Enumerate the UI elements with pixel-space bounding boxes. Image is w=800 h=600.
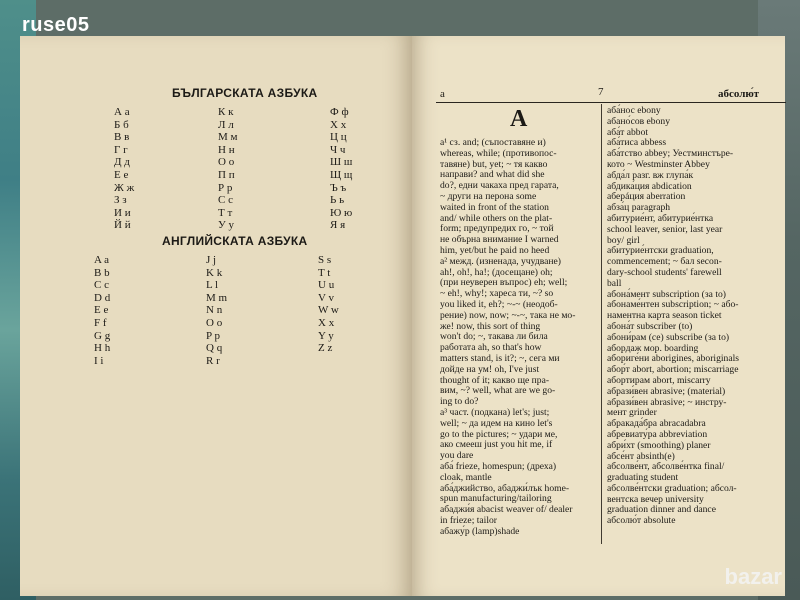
- dictionary-line: and/ while others on the plat-: [440, 212, 553, 224]
- alphabet-letter-pair: B b: [94, 266, 110, 279]
- bulgarian-alphabet-column-3: [330, 106, 352, 232]
- dictionary-line: не обърна внимание I warned: [440, 234, 559, 246]
- dictionary-line: абсе́нт absinth(e): [607, 450, 675, 462]
- alphabet-letter-pair: D d: [94, 291, 111, 304]
- dictionary-line: абда́л разг. вж глупа́к: [607, 169, 694, 181]
- dictionary-line: (при неуверен въпрос) eh; well;: [440, 277, 568, 289]
- dictionary-line: абри́хт (smoothing) planer: [607, 439, 711, 451]
- dictionary-line: in frieze; tailor: [440, 514, 498, 526]
- dictionary-line: абаджи́я abacist weaver of/ dealer: [440, 504, 573, 516]
- dictionary-line: school leaver, senior, last year: [607, 223, 723, 235]
- dictionary-line: аберáция aberration: [607, 191, 686, 203]
- english-alphabet-column-3: [318, 254, 339, 355]
- running-head-end: абсолю́т: [718, 88, 760, 100]
- column-divider: [601, 104, 602, 544]
- dictionary-line: thought of it; какво ще пра-: [440, 374, 550, 386]
- alphabet-letter-pair: N n: [206, 304, 223, 317]
- alphabet-letter-pair: Щ щ: [330, 168, 353, 181]
- bulgarian-alphabet-title: БЪЛГАРСКАТА АЗБУКА: [172, 86, 318, 100]
- dictionary-column-2: [607, 106, 785, 527]
- dictionary-line: абордаж мор. boarding: [607, 342, 699, 354]
- alphabet-letter-pair: В в: [114, 131, 130, 144]
- dictionary-line: аба́тиса abbess: [607, 137, 667, 149]
- dictionary-column-1: [440, 138, 598, 537]
- alphabet-letter-pair: I i: [94, 354, 104, 367]
- dictionary-line: абревиату́ра abbreviation: [607, 428, 708, 440]
- dictionary-line: абориге́ни aborigines, aboriginals: [607, 353, 739, 365]
- dictionary-line: spun manufacturing/tailoring: [440, 493, 552, 505]
- alphabet-letter-pair: G g: [94, 329, 111, 342]
- dictionary-line: won't do; ~, такава ли била: [440, 331, 548, 343]
- dictionary-line: а³ част. (подкана) let's; just;: [440, 406, 550, 418]
- dictionary-line: абортирам abort, miscarry: [607, 374, 711, 386]
- alphabet-letter-pair: O o: [206, 316, 223, 329]
- alphabet-letter-pair: H h: [94, 342, 111, 355]
- dictionary-line: абонаме́нтен subscription; ~ або-: [607, 299, 739, 311]
- alphabet-letter-pair: Я я: [330, 219, 346, 232]
- dictionary-line: аба́т abbot: [607, 126, 649, 138]
- dictionary-line: вентска вечер university: [607, 493, 704, 505]
- alphabet-letter-pair: L l: [206, 279, 219, 292]
- alphabet-letter-pair: П п: [218, 168, 235, 181]
- alphabet-letter-pair: Y y: [318, 329, 334, 342]
- alphabet-letter-pair: Ф ф: [330, 106, 349, 118]
- page-number: 7: [598, 86, 604, 98]
- dictionary-line: абрази́вен abrasive; ~ инстру-: [607, 396, 727, 408]
- alphabet-letter-pair: Ь ь: [330, 194, 345, 207]
- alphabet-letter-pair: M m: [206, 291, 228, 304]
- alphabet-letter-pair: Г г: [114, 143, 128, 156]
- alphabet-letter-pair: J j: [206, 254, 217, 266]
- dictionary-line: абона́т subscriber (to): [607, 320, 693, 332]
- dictionary-line: graduating student: [607, 472, 679, 484]
- alphabet-letter-pair: W w: [318, 304, 339, 317]
- alphabet-letter-pair: М м: [218, 131, 238, 144]
- alphabet-letter-pair: E e: [94, 304, 109, 317]
- dictionary-line: же! now, this sort of thing: [440, 320, 541, 332]
- dictionary-line: абона́мент subscription (за to): [607, 288, 726, 300]
- alphabet-letter-pair: A a: [94, 254, 109, 266]
- dictionary-line: направи? and what did she: [440, 169, 545, 181]
- alphabet-letter-pair: Й й: [114, 219, 131, 232]
- alphabet-letter-pair: С с: [218, 194, 233, 207]
- dictionary-line: рение) now, now; ~-~, така не мо-: [440, 309, 576, 321]
- alphabet-letter-pair: Ъ ъ: [330, 181, 347, 194]
- dictionary-line: абажу́р (lamp)shade: [440, 525, 520, 537]
- dictionary-line: ball: [607, 277, 622, 289]
- dictionary-line: наментна карта season ticket: [607, 310, 722, 322]
- dictionary-line: ~ други на перона some: [440, 190, 537, 202]
- dictionary-line: cloak, mantle: [440, 471, 492, 483]
- dictionary-line: dary-school students' farewell: [607, 266, 722, 278]
- alphabet-letter-pair: Ц ц: [330, 131, 347, 144]
- dictionary-line: form; предупредих го, ~ той: [440, 223, 554, 235]
- alphabet-letter-pair: U u: [318, 279, 335, 292]
- dictionary-line: ah!, oh!, ha!; (досещане) oh;: [440, 266, 553, 278]
- dictionary-line: дойде на ум! oh, I've just: [440, 363, 540, 375]
- bulgarian-alphabet-column-2: [218, 106, 238, 232]
- alphabet-letter-pair: Ш ш: [330, 156, 353, 169]
- bulgarian-alphabet-column-1: [114, 106, 134, 232]
- dictionary-line: абсолве́нтски graduation; абсол-: [607, 482, 737, 494]
- alphabet-letter-pair: Д д: [114, 156, 130, 169]
- dictionary-line: абсолве́нт, абсолве́нтка final/: [607, 461, 725, 473]
- alphabet-letter-pair: О о: [218, 156, 235, 169]
- dictionary-line: graduation dinner and dance: [607, 504, 716, 516]
- dictionary-line: а² межд. (изненада, учудване): [440, 255, 561, 267]
- watermark-logo: ruse05: [22, 14, 90, 36]
- alphabet-letter-pair: C c: [94, 279, 109, 292]
- dictionary-line: абрази́вен abrasive; (material): [607, 385, 726, 397]
- dictionary-line: ing to do?: [440, 396, 479, 408]
- alphabet-letter-pair: Н н: [218, 143, 235, 156]
- dictionary-line: абдика́ция abdication: [607, 180, 692, 192]
- alphabet-letter-pair: Ж ж: [114, 181, 135, 194]
- alphabet-letter-pair: P p: [206, 329, 220, 342]
- watermark-bottom-logo: bazar: [724, 564, 782, 589]
- dictionary-line: абза́ц paragraph: [607, 202, 671, 214]
- dictionary-line: абсолю́т absolute: [607, 515, 676, 527]
- dictionary-line: а¹ сз. and; (съпоставяне и): [440, 137, 546, 148]
- dictionary-line: абракада́бра abracadabra: [607, 418, 706, 430]
- dictionary-line: commencement; ~ бал secon-: [607, 256, 722, 268]
- english-alphabet-column-2: [206, 254, 227, 367]
- dictionary-line: you dare: [440, 450, 474, 462]
- alphabet-letter-pair: K k: [206, 266, 223, 279]
- alphabet-letter-pair: Б б: [114, 118, 129, 131]
- dictionary-line: him, yet/but he paid no heed: [440, 244, 550, 256]
- alphabet-letter-pair: Р р: [218, 181, 233, 194]
- dictionary-line: аба́тство abbey; Уестминстъре-: [607, 148, 734, 160]
- dictionary-line: whereas, while; (противопос-: [440, 147, 557, 159]
- dictionary-line: работата ah, so that's how: [440, 342, 542, 354]
- dictionary-line: кото ~ Westminster Abbey: [607, 158, 710, 170]
- alphabet-letter-pair: И и: [114, 206, 131, 219]
- section-letter: А: [510, 106, 528, 132]
- dictionary-line: ако смееш just you hit me, if: [440, 439, 553, 451]
- dictionary-line: well; ~ да идем на кино let's: [440, 417, 553, 429]
- dictionary-line: you liked it, eh?; ~-~ (неодоб-: [440, 298, 558, 310]
- alphabet-letter-pair: Е е: [114, 168, 129, 181]
- english-alphabet-title: АНГЛИЙСКАТА АЗБУКА: [162, 234, 308, 248]
- dictionary-line: ~ eh!, why!; хареса ти, ~? so: [440, 288, 554, 300]
- alphabet-letter-pair: Ю ю: [330, 206, 353, 219]
- dictionary-line: аба́ frieze, homespun; (дреха): [440, 460, 557, 472]
- alphabet-letter-pair: Х х: [330, 118, 347, 131]
- running-head-start: а: [440, 88, 445, 100]
- alphabet-letter-pair: X x: [318, 316, 335, 329]
- dictionary-line: аба́нос ebony: [607, 105, 661, 116]
- alphabet-letter-pair: З з: [114, 194, 127, 207]
- dictionary-line: абитурие́нт, абитурие́нтка: [607, 212, 714, 224]
- alphabet-letter-pair: Л л: [218, 118, 234, 131]
- alphabet-letter-pair: Ч ч: [330, 143, 346, 156]
- dictionary-line: вим, ~? well, what are we go-: [440, 385, 556, 397]
- header-rule: [436, 102, 786, 103]
- alphabet-letter-pair: T t: [318, 266, 331, 279]
- dictionary-line: waited in front of the station: [440, 201, 549, 213]
- alphabet-letter-pair: Z z: [318, 342, 333, 355]
- alphabet-letter-pair: V v: [318, 291, 334, 304]
- dictionary-line: тавяне) but, yet; ~ тя какво: [440, 158, 548, 170]
- dictionary-line: аба́джийство, абаджи́лък home-: [440, 482, 570, 494]
- dictionary-line: абитурие́нтски graduation,: [607, 245, 714, 257]
- alphabet-letter-pair: R r: [206, 354, 220, 367]
- dictionary-line: мент grinder: [607, 407, 657, 419]
- dictionary-line: абано́сов ebony: [607, 115, 670, 127]
- alphabet-letter-pair: Q q: [206, 342, 223, 355]
- dictionary-line: go to the pictures; ~ удари ме,: [440, 428, 558, 440]
- dictionary-line: абони́рам (се) subscribe (за to): [607, 331, 730, 343]
- alphabet-letter-pair: Т т: [218, 206, 233, 219]
- dictionary-line: абор́т abort, abortion; miscarriage: [607, 364, 739, 376]
- dictionary-line: matters stand, is it?; ~, сега ми: [440, 352, 560, 364]
- alphabet-letter-pair: А а: [114, 106, 130, 118]
- english-alphabet-column-1: [94, 254, 110, 367]
- alphabet-letter-pair: К к: [218, 106, 234, 118]
- dictionary-line: do?, едни чакаха пред гарата,: [440, 180, 559, 192]
- alphabet-letter-pair: У у: [218, 219, 235, 232]
- alphabet-letter-pair: F f: [94, 316, 107, 329]
- alphabet-letter-pair: S s: [318, 254, 332, 266]
- dictionary-line: boy/ girl: [607, 234, 640, 246]
